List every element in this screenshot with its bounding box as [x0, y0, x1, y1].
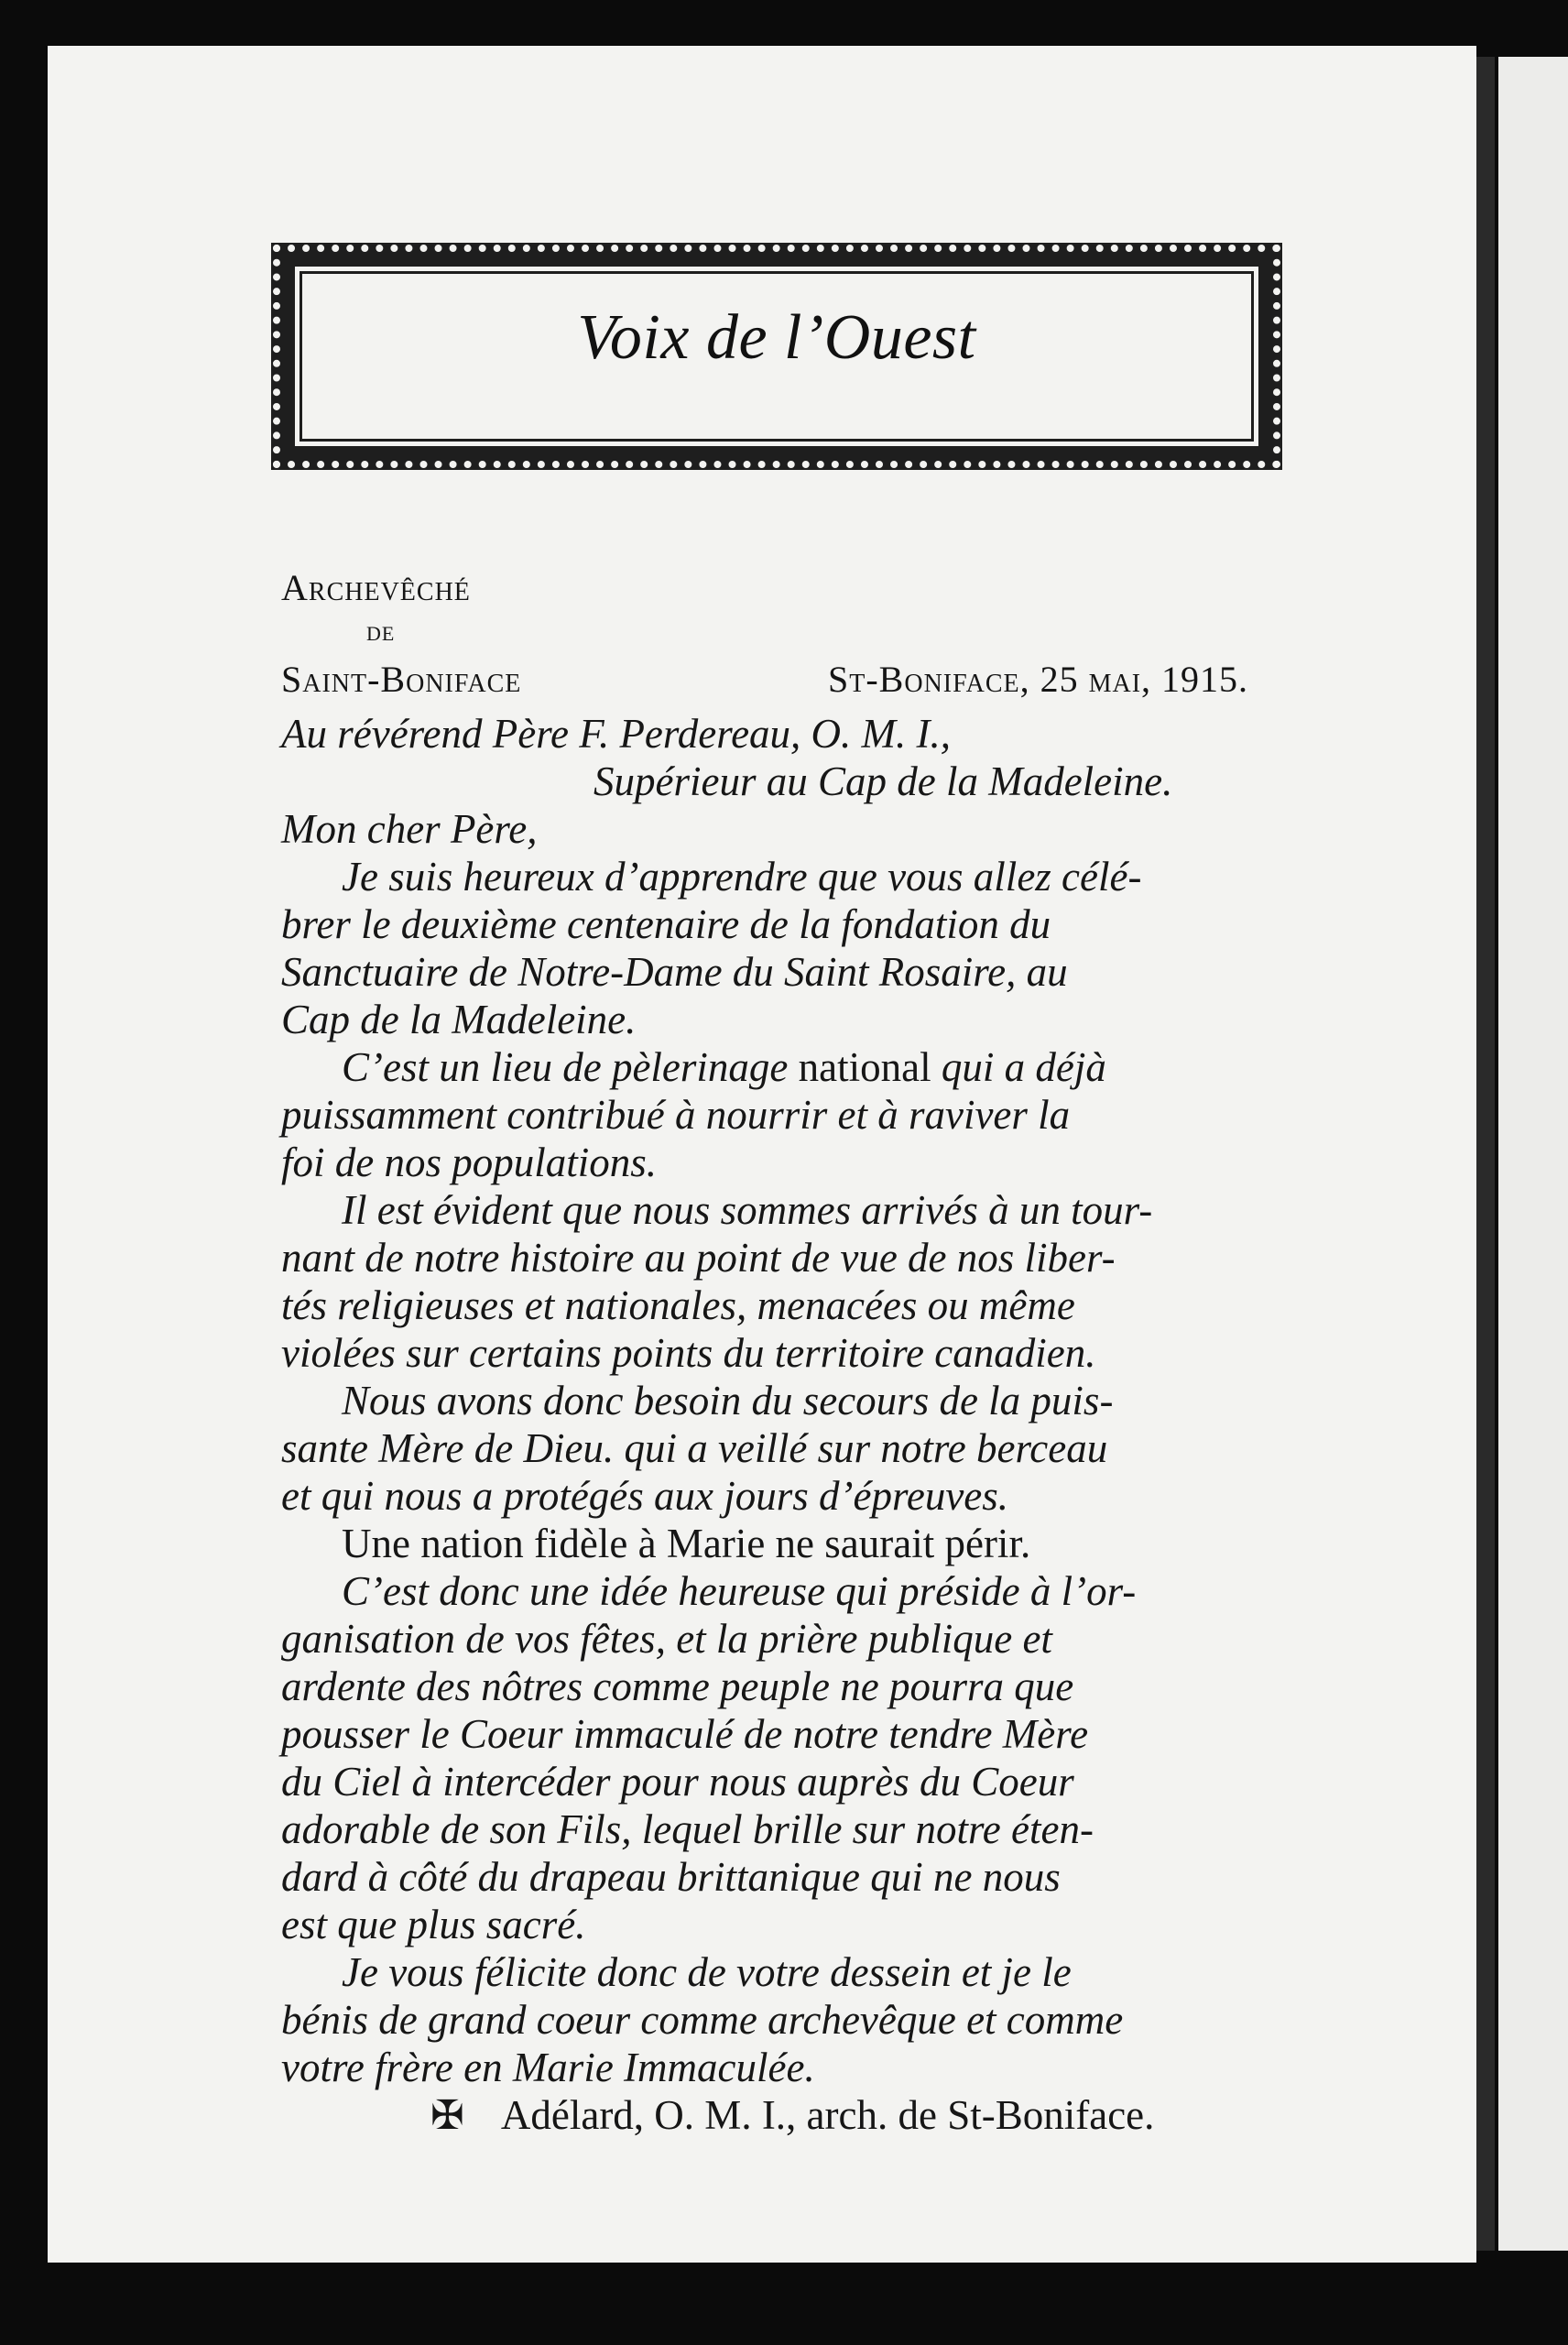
- body-line: violées sur certains points du territoire canadien.: [281, 1330, 1096, 1376]
- body-line: brer le deuxième centenaire de la fondation du: [281, 901, 1051, 947]
- body-line: Sanctuaire de Notre-Dame du Saint Rosaire, au: [281, 949, 1068, 995]
- body-line-roman: Une nation fidèle à Marie ne saurait périr.: [342, 1521, 1031, 1566]
- body-line: adorable de son Fils, lequel brille sur notre éten-: [281, 1806, 1094, 1852]
- body-line: pousser le Coeur immaculé de notre tendre Mère: [281, 1711, 1089, 1757]
- body-line: ardente des nôtres comme peuple ne pourra que: [281, 1663, 1074, 1709]
- body-line: et qui nous a protégés aux jours d’épreuves.: [281, 1473, 1009, 1519]
- maltese-cross-icon: ✠: [430, 2093, 464, 2138]
- page-edge-shadow: [1476, 57, 1495, 2251]
- adjacent-page-strip: [1498, 57, 1568, 2251]
- page-title: Voix de l’Ouest: [577, 302, 976, 373]
- body-line: est que plus sacré.: [281, 1902, 586, 1947]
- body-line: C’est donc une idée heureuse qui préside à l’or-: [342, 1568, 1137, 1614]
- body-line: bénis de grand coeur comme archevêque et comme: [281, 1997, 1124, 2043]
- body-line: puissamment contribué à nourrir et à raviver la: [281, 1092, 1071, 1138]
- body-word-roman: national: [798, 1044, 931, 1090]
- body-line: sante Mère de Dieu. qui a veillé sur notre berceau: [281, 1425, 1108, 1471]
- body-line: C’est un lieu de pèlerinage national qui a déjà: [342, 1044, 1106, 1090]
- body-line: Je vous félicite donc de votre dessein et je le: [342, 1949, 1072, 1995]
- letterhead-line-2: de: [366, 614, 396, 647]
- body-line: Il est évident que nous sommes arrivés à un tour-: [342, 1187, 1153, 1233]
- body-line: tés religieuses et nationales, menacées ou même: [281, 1282, 1075, 1328]
- body-line: Nous avons donc besoin du secours de la puis-: [342, 1378, 1114, 1423]
- letterhead-line-3: Saint-Boniface: [281, 659, 522, 700]
- body-line: ganisation de vos fêtes, et la prière publique et: [281, 1616, 1052, 1662]
- signature-line: [430, 2091, 1154, 2139]
- recipient-title: Supérieur au Cap de la Madeleine.: [593, 758, 1173, 804]
- body-line: nant de notre histoire au point de vue de nos liber-: [281, 1235, 1116, 1281]
- signature-text: Adélard, O. M. I., arch. de St-Boniface.: [500, 2092, 1155, 2138]
- body-line: foi de nos populations.: [281, 1140, 658, 1185]
- salutation: Mon cher Père,: [281, 806, 538, 852]
- body-line: Je suis heureux d’apprendre que vous allez célé-: [342, 854, 1142, 900]
- recipient-line: Au révérend Père F. Perdereau, O. M. I.,: [281, 711, 952, 757]
- body-line: du Ciel à intercéder pour nous auprès du Coeur: [281, 1759, 1074, 1805]
- body-line: Cap de la Madeleine.: [281, 997, 637, 1042]
- body-line: votre frère en Marie Immaculée.: [281, 2045, 815, 2090]
- letterhead-line-1: Archevêché: [281, 567, 471, 608]
- ornamental-title-frame: [271, 243, 1282, 470]
- body-line: dard à côté du drapeau brittanique qui ne nous: [281, 1854, 1061, 1900]
- letter-date: St-Boniface, 25 mai, 1915.: [828, 659, 1249, 700]
